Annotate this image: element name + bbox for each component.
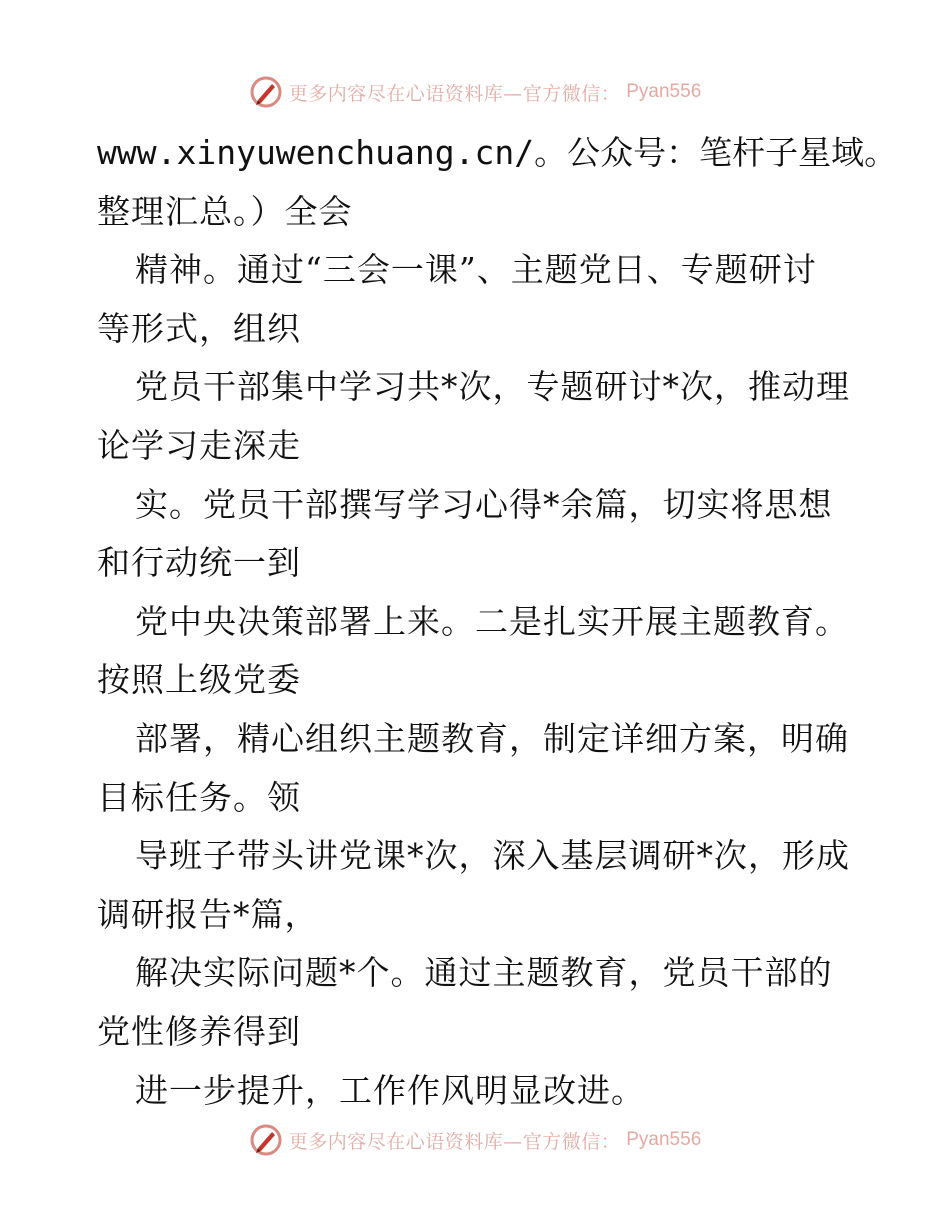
watermark-text: 更多内容尽在心语资料库—官方微信： (288, 1130, 621, 1153)
text-line: 精神。通过“三会一课”、主题党日、专题研讨 (135, 250, 817, 290)
text-line: 解决实际问题*个。通过主题教育，党员干部的 (135, 953, 833, 993)
text-line: 导班子带头讲党课*次，深入基层调研*次，形成 (135, 836, 850, 876)
text-line: 进一步提升，工作作风明显改进。 (135, 1070, 645, 1110)
watermark-wechat-id: Pyan556 (626, 81, 702, 102)
text-line: 目标任务。领 (97, 777, 301, 817)
watermark-text: 更多内容尽在心语资料库—官方微信： (288, 82, 621, 105)
text-line: 党员干部集中学习共*次，专题研讨*次，推动理 (135, 367, 850, 407)
text-line: 党性修养得到 (97, 1011, 301, 1051)
text-line: 调研报告*篇， (97, 894, 319, 934)
text-line: 实。党员干部撰写学习心得*余篇，切实将思想 (135, 484, 833, 524)
watermark-wechat-id: Pyan556 (626, 1129, 702, 1150)
text-line: 党中央决策部署上来。二是扎实开展主题教育。 (135, 601, 849, 641)
document-body (97, 124, 898, 1120)
text-line: 等形式，组织 (97, 308, 301, 348)
footer-watermark (0, 1120, 950, 1160)
text-line: 部署，精心组织主题教育，制定详细方案，明确 (135, 718, 849, 758)
header-watermark (0, 72, 950, 112)
text-line: www.xinyuwenchuang.cn/。公众号：笔杆子星域。 (97, 133, 898, 172)
text-line: 整理汇总。）全会 (97, 191, 353, 231)
pen-logo-icon (249, 75, 283, 109)
text-line: 和行动统一到 (97, 543, 301, 583)
text-line: 按照上级党委 (97, 660, 301, 700)
text-line: 论学习走深走 (97, 425, 301, 465)
pen-logo-icon (249, 1123, 283, 1157)
